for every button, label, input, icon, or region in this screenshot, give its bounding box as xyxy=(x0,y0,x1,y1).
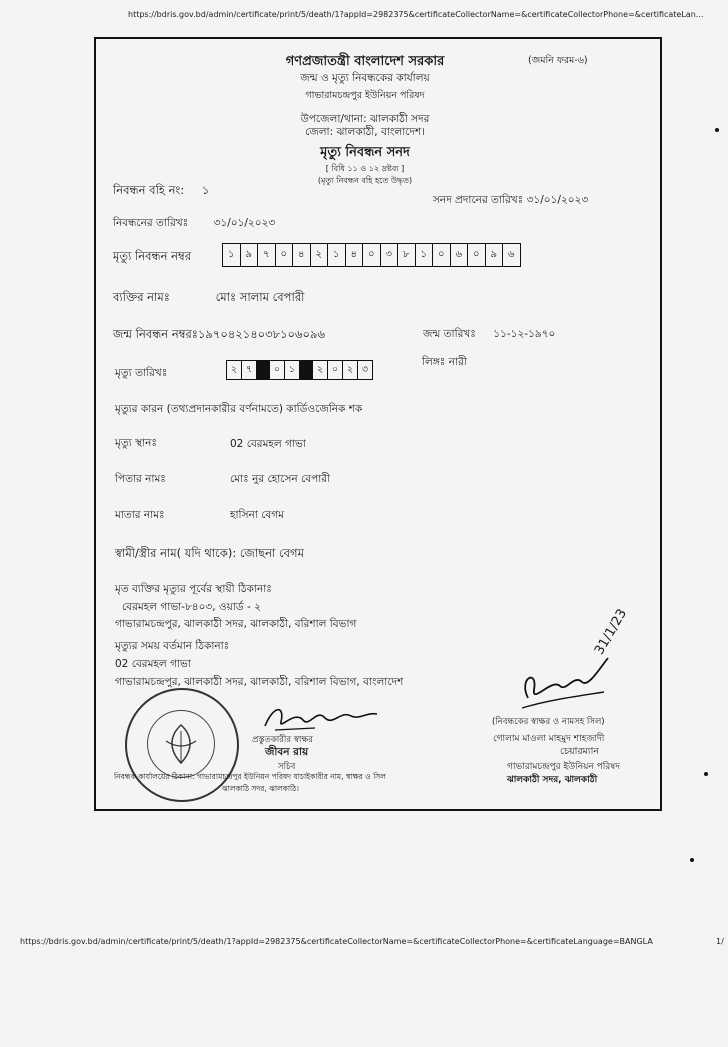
reg-digit-box: ৩ xyxy=(380,244,398,267)
person-name-label: ব্যক্তির নামঃ xyxy=(113,290,170,304)
death-date-digit-box: ০ xyxy=(328,361,343,380)
stray-dot xyxy=(704,772,708,776)
upazila: উপজেলা/থানা: ঝালকাঠী সদর xyxy=(300,113,430,125)
rule-reference: [ বিধি ১১ ও ১২ দ্রষ্টব্য ] xyxy=(325,164,405,173)
registration-date-label: নিবন্ধনের তারিখঃ xyxy=(113,217,189,229)
issue-date-value: ৩১/০১/২০২৩ xyxy=(526,194,589,206)
gender-value: নারী xyxy=(448,356,467,368)
present-address-line1: 02 বেরমহল গাভা xyxy=(115,658,191,670)
preparer-signature xyxy=(255,700,385,736)
death-reg-no-boxes xyxy=(222,243,521,267)
book-number-value: ১ xyxy=(201,183,210,197)
reg-digit-box: ৬ xyxy=(450,244,468,267)
stray-dot xyxy=(715,128,719,132)
birth-date-value: ১১-১২-১৯৭০ xyxy=(493,328,556,340)
reg-digit-box: ৯ xyxy=(240,244,258,267)
registrar-signature xyxy=(508,638,668,718)
handwritten-date: 31/1/23 xyxy=(592,606,631,658)
reg-digit-box: ১ xyxy=(328,244,346,267)
death-date-boxes xyxy=(226,360,373,380)
gender-label: লিঙ্গঃ xyxy=(422,356,446,368)
registrar-place: ঝালকাঠী সদর, ঝালকাঠী xyxy=(507,775,598,785)
death-date-separator xyxy=(257,361,270,380)
issue-date-label: সনদ প্রদানের তারিখঃ xyxy=(433,194,524,206)
permanent-address-line2: গাভারামচন্দ্রপুর, ঝালকাঠী সদর, ঝালকাঠী, বরিশাল বিভাগ xyxy=(115,618,357,630)
death-date-digit-box: ১ xyxy=(285,361,300,380)
registration-date xyxy=(113,216,275,233)
preparer-name: জীবন রায় xyxy=(265,746,309,758)
person-name-value: মোঃ সালাম বেপারী xyxy=(215,290,305,304)
reg-digit-box: ০ xyxy=(363,244,381,267)
death-place-value: 02 বেরমহল গাভা xyxy=(230,438,306,450)
death-reg-no-label: মৃত্যু নিবন্ধন নম্বর xyxy=(113,249,192,263)
district: জেলা: ঝালকাঠী, বাংলাদেশ। xyxy=(305,126,425,138)
gender xyxy=(422,355,467,372)
mother-name-value: হাসিনা বেগম xyxy=(230,509,284,521)
spouse-name-value: জোছনা বেগম xyxy=(239,546,304,560)
death-date-digit-box: ২ xyxy=(227,361,242,380)
form-number: (জমনি ফরম-৬) xyxy=(528,55,588,66)
death-date-separator xyxy=(300,361,313,380)
permanent-address-line1: বেরমহল গাভা-৮৪০৩, ওয়ার্ড - ২ xyxy=(122,601,261,613)
death-date-digit-box: ২ xyxy=(343,361,358,380)
father-name-label: পিতার নামঃ xyxy=(115,473,166,485)
spouse-name-label: স্বামী/স্ত্রীর নাম( যদি থাকে): xyxy=(115,546,237,560)
death-date-digit-box: ২ xyxy=(313,361,328,380)
reg-digit-box: ০ xyxy=(468,244,486,267)
birth-date-label: জন্ম তারিখঃ xyxy=(423,328,476,340)
reg-digit-box: ২ xyxy=(310,244,328,267)
office-name: জন্ম ও মৃত্যু নিবন্ধকের কার্যালয় xyxy=(300,72,430,84)
certificate-title: মৃত্যু নিবন্ধন সনদ xyxy=(320,145,410,160)
browser-url-bottom: https://bdris.gov.bd/admin/certificate/print/5/death/1?appId=2982375&certificateCollectorName=&certificateCollectorPhone=&certificateLanguage=BANGLA xyxy=(20,937,653,946)
reg-digit-box: ৪ xyxy=(345,244,363,267)
death-date-digit-box: ০ xyxy=(270,361,285,380)
reg-digit-box: ১ xyxy=(415,244,433,267)
death-date-label: মৃত্যু তারিখঃ xyxy=(115,367,168,379)
reg-digit-box: ৯ xyxy=(485,244,503,267)
reg-digit-box: ১ xyxy=(223,244,241,267)
govt-title: গণপ্রজাতন্ত্রী বাংলাদেশ সরকার xyxy=(285,54,445,69)
person-name xyxy=(113,289,304,308)
birth-reg-no-label: জন্ম নিবন্ধন নম্বরঃ xyxy=(113,327,198,341)
present-address-label: মৃত্যুর সময় বর্তমান ঠিকানাঃ xyxy=(115,640,230,652)
present-address-line2: গাভারামচন্দ্রপুর, ঝালকাঠী সদর, ঝালকাঠী, বরিশাল বিভাগ, বাংলাদেশ xyxy=(115,676,404,688)
registrar-label: (নিবন্ধকের স্বাক্ষর ও নামসহ সিল) xyxy=(492,717,605,727)
birth-reg-no-value: ১৯৭০৪২১৪০৩৮১০৬০৯৬ xyxy=(197,327,325,341)
page-number: 1/ xyxy=(716,937,724,946)
footer-line2: ঝালকাঠি সদর, ঝালকাঠি। xyxy=(222,784,299,793)
mother-name-label: মাতার নামঃ xyxy=(115,509,165,521)
reg-digit-box: ৭ xyxy=(258,244,276,267)
death-date-digit-box: ৩ xyxy=(358,361,373,380)
footer-line1: নিবন্ধক কার্যালয়ের ঠিকানা: গাভারামচন্দ্রপুর ইউনিয়ন পরিষদ যাচাইকারীর নাম, স্বাক্ষর ও সিল xyxy=(114,772,386,781)
browser-url-top: https://bdris.gov.bd/admin/certificate/print/5/death/1?appId=2982375&certificateCollectorName=&certificateCollectorPhone=&certificateLan... xyxy=(128,10,704,19)
seal-emblem-icon xyxy=(148,711,214,777)
reg-digit-box: ৬ xyxy=(503,244,521,267)
extract-note: (মৃত্যু নিবন্ধন বহি হতে উদ্ধৃত) xyxy=(317,176,413,185)
reg-digit-box: ৮ xyxy=(398,244,416,267)
union-name: গাভারামচন্দ্রপুর ইউনিয়ন পরিষদ xyxy=(305,90,425,101)
spouse-name xyxy=(115,545,304,564)
issue-date xyxy=(433,193,588,210)
preparer-title: সচিব xyxy=(278,762,296,772)
death-cause-label: মৃত্যুর কারন (তথ্যপ্রদানকারীর বর্ণনামতে) xyxy=(115,403,283,415)
book-number-label: নিবন্ধন বহি নং: xyxy=(113,183,185,197)
reg-digit-box: ৪ xyxy=(293,244,311,267)
death-cause-value: কার্ডিওজেনিক শক xyxy=(286,403,363,415)
father-name-value: মোঃ নুর হোসেন বেপারী xyxy=(230,473,331,485)
book-number xyxy=(113,182,209,201)
death-cause xyxy=(115,402,362,419)
union-seal-emblem xyxy=(147,710,215,778)
registrar-name: গোলাম মাওলা মাহমুদ শাহজাদী xyxy=(493,734,605,744)
stray-dot xyxy=(690,858,694,862)
preparer-label: প্রস্তুতকারীর স্বাক্ষর xyxy=(252,735,313,745)
reg-digit-box: ০ xyxy=(433,244,451,267)
death-date-digit-box: ৭ xyxy=(242,361,257,380)
registrar-union: গাভারামচন্দ্রপুর ইউনিয়ন পরিষদ xyxy=(507,762,620,772)
registrar-title: চেয়ারম্যান xyxy=(560,746,600,757)
death-place-label: মৃত্যু স্থানঃ xyxy=(115,437,157,449)
birth-reg-no xyxy=(113,326,325,345)
registration-date-value: ৩১/০১/২০২৩ xyxy=(213,217,276,229)
birth-date xyxy=(423,327,555,344)
reg-digit-box: ০ xyxy=(275,244,293,267)
permanent-address-label: মৃত ব্যক্তির মৃত্যুর পূর্বের স্থায়ী ঠিকানাঃ xyxy=(115,583,272,595)
